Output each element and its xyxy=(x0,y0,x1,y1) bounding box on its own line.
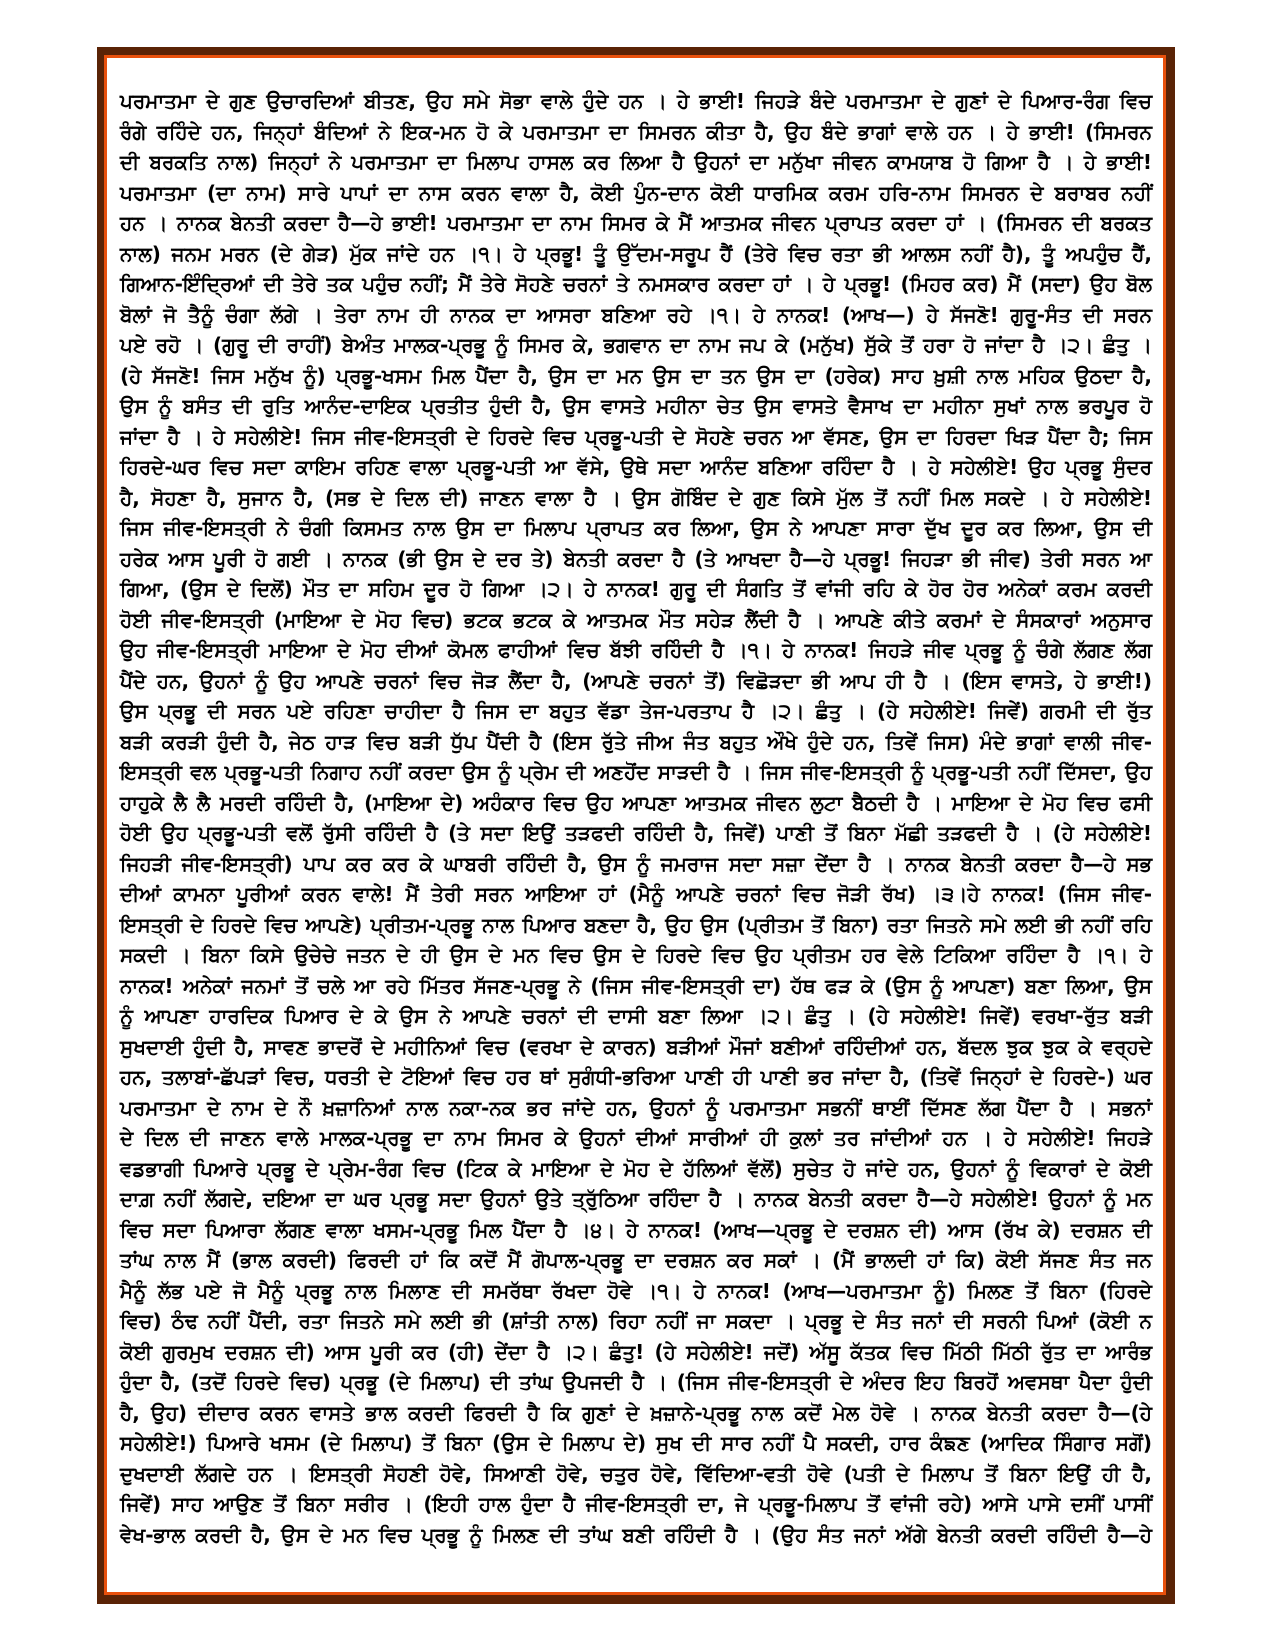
text-line: ਰੰਗੇ ਰਹਿੰਦੇ ਹਨ, ਜਿਨ੍ਹਾਂ ਬੰਦਿਆਂ ਨੇ ਇਕ-ਮਨ ਹੋ ਕੇ ਪਰਮਾਤਮਾ ਦਾ ਸਿਮਰਨ ਕੀਤਾ ਹੈ, ਉਹ ਬੰਦੇ ਭਾਗਾਂ ਵਾਲੇ ਹਨ । ਹੇ ਭਾਈ! (ਸਿਮਰਨ xyxy=(120,119,1152,144)
text-line: ਪਰਮਾਤਮਾ ਦੇ ਗੁਣ ਉਚਾਰਦਿਆਂ ਬੀਤਣ, ਉਹ ਸਮੇ ਸੋਭਾ ਵਾਲੇ ਹੁੰਦੇ ਹਨ । ਹੇ ਭਾਈ! ਜਿਹੜੇ ਬੰਦੇ ਪਰਮਾਤਮਾ ਦੇ ਗੁਣਾਂ ਦੇ ਪਿਆਰ-ਰੰਗ ਵਿਚ xyxy=(120,89,1152,113)
text-line: ਤਾਂਘ ਨਾਲ ਮੈਂ (ਭਾਲ ਕਰਦੀ) ਫਿਰਦੀ ਹਾਂ ਕਿ ਕਦੋਂ ਮੈਂ ਗੋਪਾਲ-ਪ੍ਰਭੂ ਦਾ ਦਰਸ਼ਨ ਕਰ ਸਕਾਂ । (ਮੈਂ ਭਾਲਦੀ ਹਾਂ ਕਿ) ਕੋਈ ਸੱਜਣ ਸੰਤ ਜਨ xyxy=(120,1248,1152,1272)
text-line: ਨਾਨਕ! ਅਨੇਕਾਂ ਜਨਮਾਂ ਤੋਂ ਚਲੇ ਆ ਰਹੇ ਮਿੱਤਰ ਸੱਜਣ-ਪ੍ਰਭੂ ਨੇ (ਜਿਸ ਜੀਵ-ਇਸਤ੍ਰੀ ਦਾ) ਹੱਥ ਫੜ ਕੇ (ਉਸ ਨੂੰ ਆਪਣਾ) ਬਣਾ ਲਿਆ, ਉਸ xyxy=(120,973,1152,998)
text-line: ਦੀਆਂ ਕਾਮਨਾ ਪੂਰੀਆਂ ਕਰਨ ਵਾਲੇ! ਮੈਂ ਤੇਰੀ ਸਰਨ ਆਇਆ ਹਾਂ (ਮੈਨੂੰ ਆਪਣੇ ਚਰਨਾਂ ਵਿਚ ਜੋੜੀ ਰੱਖ) ।੩।ਹੇ ਨਾਨਕ! (ਜਿਸ ਜੀਵ- xyxy=(120,882,1152,906)
text-line: ਹੋਈ ਉਹ ਪ੍ਰਭੂ-ਪਤੀ ਵਲੋਂ ਰੁੱਸੀ ਰਹਿੰਦੀ ਹੈ (ਤੇ ਸਦਾ ਇਉਂ ਤੜਫਦੀ ਰਹਿੰਦੀ ਹੈ, ਜਿਵੇਂ) ਪਾਣੀ ਤੋਂ ਬਿਨਾ ਮੱਛੀ ਤੜਫਦੀ ਹੈ । (ਹੇ ਸਹੇਲੀਏ! xyxy=(120,821,1152,845)
text-line: ਪਰਮਾਤਮਾ ਦੇ ਨਾਮ ਦੇ ਨੌ ਖ਼ਜ਼ਾਨਿਆਂ ਨਾਲ ਨਕਾ-ਨਕ ਭਰ ਜਾਂਦੇ ਹਨ, ਉਹਨਾਂ ਨੂੰ ਪਰਮਾਤਮਾ ਸਭਨੀਂ ਥਾਈਂ ਦਿੱਸਣ ਲੱਗ ਪੈਂਦਾ ਹੈ । ਸਭਨਾਂ xyxy=(120,1095,1152,1120)
text-line: ਜਿਸ ਜੀਵ-ਇਸਤ੍ਰੀ ਨੇ ਚੰਗੀ ਕਿਸਮਤ ਨਾਲ ਉਸ ਦਾ ਮਿਲਾਪ ਪ੍ਰਾਪਤ ਕਰ ਲਿਆ, ਉਸ ਨੇ ਆਪਣਾ ਸਾਰਾ ਦੁੱਖ ਦੂਰ ਕਰ ਲਿਆ, ਉਸ ਦੀ xyxy=(120,516,1152,540)
text-line: ਹਿਰਦੇ-ਘਰ ਵਿਚ ਸਦਾ ਕਾਇਮ ਰਹਿਣ ਵਾਲਾ ਪ੍ਰਭੂ-ਪਤੀ ਆ ਵੱਸੇ, ਉਥੇ ਸਦਾ ਆਨੰਦ ਬਣਿਆ ਰਹਿੰਦਾ ਹੈ । ਹੇ ਸਹੇਲੀਏ! ਉਹ ਪ੍ਰਭੂ ਸੁੰਦਰ xyxy=(120,455,1152,479)
text-line: ਮੈਨੂੰ ਲੱਭ ਪਏ ਜੋ ਮੈਨੂੰ ਪ੍ਰਭੂ ਨਾਲ ਮਿਲਾਣ ਦੀ ਸਮਰੱਥਾ ਰੱਖਦਾ ਹੋਵੇ ।੧। ਹੇ ਨਾਨਕ! (ਆਖ—ਪਰਮਾਤਮਾ ਨੂੰ) ਮਿਲਣ ਤੋਂ ਬਿਨਾ (ਹਿਰਦੇ xyxy=(120,1278,1152,1303)
text-line: ਪਏ ਰਹੋ । (ਗੁਰੂ ਦੀ ਰਾਹੀਂ) ਬੇਅੰਤ ਮਾਲਕ-ਪ੍ਰਭੂ ਨੂੰ ਸਿਮਰ ਕੇ, ਭਗਵਾਨ ਦਾ ਨਾਮ ਜਪ ਕੇ (ਮਨੁੱਖ) ਸੁੱਕੇ ਤੋਂ ਹਰਾ ਹੋ ਜਾਂਦਾ ਹੈ ।੨। ਛੰਤੁ । xyxy=(120,333,1152,357)
text-line: ਬੋਲਾਂ ਜੋ ਤੈਨੂੰ ਚੰਗਾ ਲੱਗੇ । ਤੇਰਾ ਨਾਮ ਹੀ ਨਾਨਕ ਦਾ ਆਸਰਾ ਬਣਿਆ ਰਹੇ ।੧। ਹੇ ਨਾਨਕ! (ਆਖ—) ਹੇ ਸੱਜਣੋ! ਗੁਰੂ-ਸੰਤ ਦੀ ਸਰਨ xyxy=(120,302,1152,327)
text-line: ਉਸ ਨੂੰ ਬਸੰਤ ਦੀ ਰੁਤਿ ਆਨੰਦ-ਦਾਇਕ ਪ੍ਰਤੀਤ ਹੁੰਦੀ ਹੈ, ਉਸ ਵਾਸਤੇ ਮਹੀਨਾ ਚੇਤ ਉਸ ਵਾਸਤੇ ਵੈਸਾਖ ਦਾ ਮਹੀਨਾ ਸੁਖਾਂ ਨਾਲ ਭਰਪੂਰ ਹੋ xyxy=(120,394,1152,418)
text-line: ਹੁੰਦਾ ਹੈ, (ਤਦੋਂ ਹਿਰਦੇ ਵਿਚ) ਪ੍ਰਭੂ (ਦੇ ਮਿਲਾਪ) ਦੀ ਤਾਂਘ ਉਪਜਦੀ ਹੈ । (ਜਿਸ ਜੀਵ-ਇਸਤ੍ਰੀ ਦੇ ਅੰਦਰ ਇਹ ਬਿਰਹੋਂ ਅਵਸਥਾ ਪੈਦਾ ਹੁੰਦੀ xyxy=(120,1370,1152,1394)
text-line: ਹੋਈ ਜੀਵ-ਇਸਤ੍ਰੀ (ਮਾਇਆ ਦੇ ਮੋਹ ਵਿਚ) ਭਟਕ ਭਟਕ ਕੇ ਆਤਮਕ ਮੌਤ ਸਹੇੜ ਲੈਂਦੀ ਹੈ । ਆਪਣੇ ਕੀਤੇ ਕਰਮਾਂ ਦੇ ਸੰਸਕਾਰਾਂ ਅਨੁਸਾਰ xyxy=(120,607,1152,632)
text-line: ਜਾਂਦਾ ਹੈ । ਹੇ ਸਹੇਲੀਏ! ਜਿਸ ਜੀਵ-ਇਸਤ੍ਰੀ ਦੇ ਹਿਰਦੇ ਵਿਚ ਪ੍ਰਭੂ-ਪਤੀ ਦੇ ਸੋਹਣੇ ਚਰਨ ਆ ਵੱਸਣ, ਉਸ ਦਾ ਹਿਰਦਾ ਖਿੜ ਪੈਂਦਾ ਹੈ; ਜਿਸ xyxy=(120,424,1152,449)
text-line: ਬੜੀ ਕਰੜੀ ਹੁੰਦੀ ਹੈ, ਜੇਠ ਹਾੜ ਵਿਚ ਬੜੀ ਧੁੱਪ ਪੈਂਦੀ ਹੈ (ਇਸ ਰੁੱਤੇ ਜੀਅ ਜੰਤ ਬਹੁਤ ਔਖੇ ਹੁੰਦੇ ਹਨ, ਤਿਵੇਂ ਜਿਸ) ਮੰਦੇ ਭਾਗਾਂ ਵਾਲੀ ਜੀਵ- xyxy=(120,729,1152,754)
text-line: ਸਕਦੀ । ਬਿਨਾ ਕਿਸੇ ਉਚੇਚੇ ਜਤਨ ਦੇ ਹੀ ਉਸ ਦੇ ਮਨ ਵਿਚ ਉਸ ਦੇ ਹਿਰਦੇ ਵਿਚ ਉਹ ਪ੍ਰੀਤਮ ਹਰ ਵੇਲੇ ਟਿਕਿਆ ਰਹਿੰਦਾ ਹੈ ।੧। ਹੇ xyxy=(120,943,1152,967)
text-line: ਦੁਖਦਾਈ ਲੱਗਦੇ ਹਨ । ਇਸਤ੍ਰੀ ਸੋਹਣੀ ਹੋਵੇ, ਸਿਆਣੀ ਹੋਵੇ, ਚਤੁਰ ਹੋਵੇ, ਵਿੱਦਿਆ-ਵਤੀ ਹੋਵੇ (ਪਤੀ ਦੇ ਮਿਲਾਪ ਤੋਂ ਬਿਨਾ ਇਉਂ ਹੀ ਹੈ, xyxy=(120,1461,1152,1486)
text-line: ਨਾਲ) ਜਨਮ ਮਰਨ (ਦੇ ਗੇੜ) ਮੁੱਕ ਜਾਂਦੇ ਹਨ ।੧। ਹੇ ਪ੍ਰਭੂ! ਤੂੰ ਉੱਦਮ-ਸਰੂਪ ਹੈਂ (ਤੇਰੇ ਵਿਚ ਰਤਾ ਭੀ ਆਲਸ ਨਹੀਂ ਹੈ), ਤੂੰ ਅਪਹੁੰਚ ਹੈਂ, xyxy=(120,241,1152,266)
text-line: ਵਿਚ) ਠੰਢ ਨਹੀਂ ਪੈਂਦੀ, ਰਤਾ ਜਿਤਨੇ ਸਮੇ ਲਈ ਭੀ (ਸ਼ਾਂਤੀ ਨਾਲ) ਰਿਹਾ ਨਹੀਂ ਜਾ ਸਕਦਾ । ਪ੍ਰਭੂ ਦੇ ਸੰਤ ਜਨਾਂ ਦੀ ਸਰਨੀ ਪਿਆਂ (ਕੋਈ ਨ xyxy=(120,1309,1152,1333)
text-line: (ਹੇ ਸੱਜਣੋ! ਜਿਸ ਮਨੁੱਖ ਨੂੰ) ਪ੍ਰਭੂ-ਖਸਮ ਮਿਲ ਪੈਂਦਾ ਹੈ, ਉਸ ਦਾ ਮਨ ਉਸ ਦਾ ਤਨ ਉਸ ਦਾ (ਹਰੇਕ) ਸਾਹ ਖ਼ੁਸ਼ੀ ਨਾਲ ਮਹਿਕ ਉਠਦਾ ਹੈ, xyxy=(120,363,1152,388)
text-line: ਉਸ ਪ੍ਰਭੂ ਦੀ ਸਰਨ ਪਏ ਰਹਿਣਾ ਚਾਹੀਦਾ ਹੈ ਜਿਸ ਦਾ ਬਹੁਤ ਵੱਡਾ ਤੇਜ-ਪਰਤਾਪ ਹੈ ।੨। ਛੰਤੁ । (ਹੇ ਸਹੇਲੀਏ! ਜਿਵੇਂ) ਗਰਮੀ ਦੀ ਰੁੱਤ xyxy=(120,699,1152,723)
text-line: ਜਿਵੇਂ) ਸਾਹ ਆਉਣ ਤੋਂ ਬਿਨਾ ਸਰੀਰ । (ਇਹੀ ਹਾਲ ਹੁੰਦਾ ਹੈ ਜੀਵ-ਇਸਤ੍ਰੀ ਦਾ, ਜੇ ਪ੍ਰਭੂ-ਮਿਲਾਪ ਤੋਂ ਵਾਂਜੀ ਰਹੇ) ਆਸੇ ਪਾਸੇ ਦਸੀਂ ਪਾਸੀਂ xyxy=(120,1492,1152,1516)
text-line: ਦੀ ਬਰਕਤਿ ਨਾਲ) ਜਿਨ੍ਹਾਂ ਨੇ ਪਰਮਾਤਮਾ ਦਾ ਮਿਲਾਪ ਹਾਸਲ ਕਰ ਲਿਆ ਹੈ ਉਹਨਾਂ ਦਾ ਮਨੁੱਖਾ ਜੀਵਨ ਕਾਮਯਾਬ ਹੋ ਗਿਆ ਹੈ । ਹੇ ਭਾਈ! xyxy=(120,150,1152,174)
document-body xyxy=(120,86,1152,1550)
text-line: ਵਡਭਾਗੀ ਪਿਆਰੇ ਪ੍ਰਭੂ ਦੇ ਪ੍ਰੇਮ-ਰੰਗ ਵਿਚ (ਟਿਕ ਕੇ ਮਾਇਆ ਦੇ ਮੋਹ ਦੇ ਹੱਲਿਆਂ ਵੱਲੋਂ) ਸੁਚੇਤ ਹੋ ਜਾਂਦੇ ਹਨ, ਉਹਨਾਂ ਨੂੰ ਵਿਕਾਰਾਂ ਦੇ ਕੋਈ xyxy=(120,1156,1152,1181)
text-line: ਹੈ, ਸੋਹਣਾ ਹੈ, ਸੁਜਾਨ ਹੈ, (ਸਭ ਦੇ ਦਿਲ ਦੀ) ਜਾਣਨ ਵਾਲਾ ਹੈ । ਉਸ ਗੋਬਿੰਦ ਦੇ ਗੁਣ ਕਿਸੇ ਮੁੱਲ ਤੋਂ ਨਹੀਂ ਮਿਲ ਸਕਦੇ । ਹੇ ਸਹੇਲੀਏ! xyxy=(120,485,1152,510)
text-line: ਹਾਹੁਕੇ ਲੈ ਲੈ ਮਰਦੀ ਰਹਿੰਦੀ ਹੈ, (ਮਾਇਆ ਦੇ) ਅਹੰਕਾਰ ਵਿਚ ਉਹ ਆਪਣਾ ਆਤਮਕ ਜੀਵਨ ਲੁਟਾ ਬੈਠਦੀ ਹੈ । ਮਾਇਆ ਦੇ ਮੋਹ ਵਿਚ ਫਸੀ xyxy=(120,790,1152,815)
text-line: ਜਿਹੜੀ ਜੀਵ-ਇਸਤ੍ਰੀ) ਪਾਪ ਕਰ ਕਰ ਕੇ ਘਾਬਰੀ ਰਹਿੰਦੀ ਹੈ, ਉਸ ਨੂੰ ਜਮਰਾਜ ਸਦਾ ਸਜ਼ਾ ਦੇਂਦਾ ਹੈ । ਨਾਨਕ ਬੇਨਤੀ ਕਰਦਾ ਹੈ—ਹੇ ਸਭ xyxy=(120,851,1152,876)
text-line: ਗਿਆਨ-ਇੰਦ੍ਰਿਆਂ ਦੀ ਤੇਰੇ ਤਕ ਪਹੁੰਚ ਨਹੀਂ; ਮੈਂ ਤੇਰੇ ਸੋਹਣੇ ਚਰਨਾਂ ਤੇ ਨਮਸਕਾਰ ਕਰਦਾ ਹਾਂ । ਹੇ ਪ੍ਰਭੂ! (ਮਿਹਰ ਕਰ) ਮੈਂ (ਸਦਾ) ਉਹ ਬੋਲ xyxy=(120,272,1152,296)
text-line: ਪਰਮਾਤਮਾ (ਦਾ ਨਾਮ) ਸਾਰੇ ਪਾਪਾਂ ਦਾ ਨਾਸ ਕਰਨ ਵਾਲਾ ਹੈ, ਕੋਈ ਪੁੰਨ-ਦਾਨ ਕੋਈ ਧਾਰਮਿਕ ਕਰਮ ਹਰਿ-ਨਾਮ ਸਿਮਰਨ ਦੇ ਬਰਾਬਰ ਨਹੀਂ xyxy=(120,180,1152,205)
text-line: ਦਾਗ਼ ਨਹੀਂ ਲੱਗਦੇ, ਦਇਆ ਦਾ ਘਰ ਪ੍ਰਭੂ ਸਦਾ ਉਹਨਾਂ ਉਤੇ ਤ੍ਰੁੱਠਿਆ ਰਹਿੰਦਾ ਹੈ । ਨਾਨਕ ਬੇਨਤੀ ਕਰਦਾ ਹੈ—ਹੇ ਸਹੇਲੀਏ! ਉਹਨਾਂ ਨੂੰ ਮਨ xyxy=(120,1187,1152,1211)
text-line: ਹਨ । ਨਾਨਕ ਬੇਨਤੀ ਕਰਦਾ ਹੈ—ਹੇ ਭਾਈ! ਪਰਮਾਤਮਾ ਦਾ ਨਾਮ ਸਿਮਰ ਕੇ ਮੈਂ ਆਤਮਕ ਜੀਵਨ ਪ੍ਰਾਪਤ ਕਰਦਾ ਹਾਂ । (ਸਿਮਰਨ ਦੀ ਬਰਕਤ xyxy=(120,211,1152,235)
text-line: ਇਸਤ੍ਰੀ ਦੇ ਹਿਰਦੇ ਵਿਚ ਆਪਣੇ) ਪ੍ਰੀਤਮ-ਪ੍ਰਭੂ ਨਾਲ ਪਿਆਰ ਬਣਦਾ ਹੈ, ਉਹ ਉਸ (ਪ੍ਰੀਤਮ ਤੋਂ ਬਿਨਾ) ਰਤਾ ਜਿਤਨੇ ਸਮੇ ਲਈ ਭੀ ਨਹੀਂ ਰਹਿ xyxy=(120,912,1152,937)
text-line: ਵਿਚ ਸਦਾ ਪਿਆਰਾ ਲੱਗਣ ਵਾਲਾ ਖਸਮ-ਪ੍ਰਭੂ ਮਿਲ ਪੈਂਦਾ ਹੈ ।੪। ਹੇ ਨਾਨਕ! (ਆਖ—ਪ੍ਰਭੂ ਦੇ ਦਰਸ਼ਨ ਦੀ) ਆਸ (ਰੱਖ ਕੇ) ਦਰਸ਼ਨ ਦੀ xyxy=(120,1217,1152,1242)
text-line: ਹਨ, ਤਲਾਬਾਂ-ਛੱਪੜਾਂ ਵਿਚ, ਧਰਤੀ ਦੇ ਟੋਇਆਂ ਵਿਚ ਹਰ ਥਾਂ ਸੁਗੰਧੀ-ਭਰਿਆ ਪਾਣੀ ਹੀ ਪਾਣੀ ਭਰ ਜਾਂਦਾ ਹੈ, (ਤਿਵੇਂ ਜਿਨ੍ਹਾਂ ਦੇ ਹਿਰਦੇ-) ਘਰ xyxy=(120,1065,1152,1089)
text-line: ਵੇਖ-ਭਾਲ ਕਰਦੀ ਹੈ, ਉਸ ਦੇ ਮਨ ਵਿਚ ਪ੍ਰਭੂ ਨੂੰ ਮਿਲਣ ਦੀ ਤਾਂਘ ਬਣੀ ਰਹਿੰਦੀ ਹੈ । (ਉਹ ਸੰਤ ਜਨਾਂ ਅੱਗੇ ਬੇਨਤੀ ਕਰਦੀ ਰਹਿੰਦੀ ਹੈ—ਹੇ xyxy=(120,1522,1152,1547)
text-line: ਪੈਂਦੇ ਹਨ, ਉਹਨਾਂ ਨੂੰ ਉਹ ਆਪਣੇ ਚਰਨਾਂ ਵਿਚ ਜੋੜ ਲੈਂਦਾ ਹੈ, (ਆਪਣੇ ਚਰਨਾਂ ਤੋਂ) ਵਿਛੋੜਦਾ ਭੀ ਆਪ ਹੀ ਹੈ । (ਇਸ ਵਾਸਤੇ, ਹੇ ਭਾਈ!) xyxy=(120,668,1152,693)
text-line: ਦੇ ਦਿਲ ਦੀ ਜਾਣਨ ਵਾਲੇ ਮਾਲਕ-ਪ੍ਰਭੂ ਦਾ ਨਾਮ ਸਿਮਰ ਕੇ ਉਹਨਾਂ ਦੀਆਂ ਸਾਰੀਆਂ ਹੀ ਕੁਲਾਂ ਤਰ ਜਾਂਦੀਆਂ ਹਨ । ਹੇ ਸਹੇਲੀਏ! ਜਿਹੜੇ xyxy=(120,1126,1152,1150)
text-line: ਹੈ, ਉਹ) ਦੀਦਾਰ ਕਰਨ ਵਾਸਤੇ ਭਾਲ ਕਰਦੀ ਫਿਰਦੀ ਹੈ ਕਿ ਗੁਣਾਂ ਦੇ ਖ਼ਜ਼ਾਨੇ-ਪ੍ਰਭੂ ਨਾਲ ਕਦੋਂ ਮੇਲ ਹੋਵੇ । ਨਾਨਕ ਬੇਨਤੀ ਕਰਦਾ ਹੈ—(ਹੇ xyxy=(120,1400,1152,1425)
text-line: ਹਰੇਕ ਆਸ ਪੂਰੀ ਹੋ ਗਈ । ਨਾਨਕ (ਭੀ ਉਸ ਦੇ ਦਰ ਤੇ) ਬੇਨਤੀ ਕਰਦਾ ਹੈ (ਤੇ ਆਖਦਾ ਹੈ—ਹੇ ਪ੍ਰਭੂ! ਜਿਹੜਾ ਭੀ ਜੀਵ) ਤੇਰੀ ਸਰਨ ਆ xyxy=(120,546,1152,571)
text-line: ਸੁਖਦਾਈ ਹੁੰਦੀ ਹੈ, ਸਾਵਣ ਭਾਦਰੋਂ ਦੇ ਮਹੀਨਿਆਂ ਵਿਚ (ਵਰਖਾ ਦੇ ਕਾਰਨ) ਬੜੀਆਂ ਮੌਜਾਂ ਬਣੀਆਂ ਰਹਿੰਦੀਆਂ ਹਨ, ਬੱਦਲ ਝੁਕ ਝੁਕ ਕੇ ਵਰ੍ਹਦੇ xyxy=(120,1034,1152,1059)
text-line: ਇਸਤ੍ਰੀ ਵਲ ਪ੍ਰਭੂ-ਪਤੀ ਨਿਗਾਹ ਨਹੀਂ ਕਰਦਾ ਉਸ ਨੂੰ ਪ੍ਰੇਮ ਦੀ ਅਣਹੋਂਦ ਸਾੜਦੀ ਹੈ । ਜਿਸ ਜੀਵ-ਇਸਤ੍ਰੀ ਨੂੰ ਪ੍ਰਭੂ-ਪਤੀ ਨਹੀਂ ਦਿੱਸਦਾ, ਉਹ xyxy=(120,760,1152,784)
text-line: ਨੂੰ ਆਪਣਾ ਹਾਰਦਿਕ ਪਿਆਰ ਦੇ ਕੇ ਉਸ ਨੇ ਆਪਣੇ ਚਰਨਾਂ ਦੀ ਦਾਸੀ ਬਣਾ ਲਿਆ ।੨। ਛੰਤੁ । (ਹੇ ਸਹੇਲੀਏ! ਜਿਵੇਂ) ਵਰਖਾ-ਰੁੱਤ ਬੜੀ xyxy=(120,1004,1152,1028)
text-line: ਸਹੇਲੀਏ!) ਪਿਆਰੇ ਖਸਮ (ਦੇ ਮਿਲਾਪ) ਤੋਂ ਬਿਨਾ (ਉਸ ਦੇ ਮਿਲਾਪ ਦੇ) ਸੁਖ ਦੀ ਸਾਰ ਨਹੀਂ ਪੈ ਸਕਦੀ, ਹਾਰ ਕੰਙਣ (ਆਦਿਕ ਸਿੰਗਾਰ ਸਗੋਂ) xyxy=(120,1431,1152,1455)
text-line: ਗਿਆ, (ਉਸ ਦੇ ਦਿਲੋਂ) ਮੌਤ ਦਾ ਸਹਿਮ ਦੂਰ ਹੋ ਗਿਆ ।੨। ਹੇ ਨਾਨਕ! ਗੁਰੂ ਦੀ ਸੰਗਤਿ ਤੋਂ ਵਾਂਜੀ ਰਹਿ ਕੇ ਹੋਰ ਹੋਰ ਅਨੇਕਾਂ ਕਰਮ ਕਰਦੀ xyxy=(120,577,1152,601)
text-line: ਉਹ ਜੀਵ-ਇਸਤ੍ਰੀ ਮਾਇਆ ਦੇ ਮੋਹ ਦੀਆਂ ਕੋਮਲ ਫਾਹੀਆਂ ਵਿਚ ਬੱਝੀ ਰਹਿੰਦੀ ਹੈ ।੧। ਹੇ ਨਾਨਕ! ਜਿਹੜੇ ਜੀਵ ਪ੍ਰਭੂ ਨੂੰ ਚੰਗੇ ਲੱਗਣ ਲੱਗ xyxy=(120,638,1152,662)
text-line: ਕੋਈ ਗੁਰਮੁਖ ਦਰਸ਼ਨ ਦੀ) ਆਸ ਪੂਰੀ ਕਰ (ਹੀ) ਦੇਂਦਾ ਹੈ ।੨। ਛੰਤੁ! (ਹੇ ਸਹੇਲੀਏ! ਜਦੋਂ) ਅੱਸੂ ਕੱਤਕ ਵਿਚ ਮਿੱਠੀ ਮਿੱਠੀ ਰੁੱਤ ਦਾ ਆਰੰਭ xyxy=(120,1339,1152,1364)
